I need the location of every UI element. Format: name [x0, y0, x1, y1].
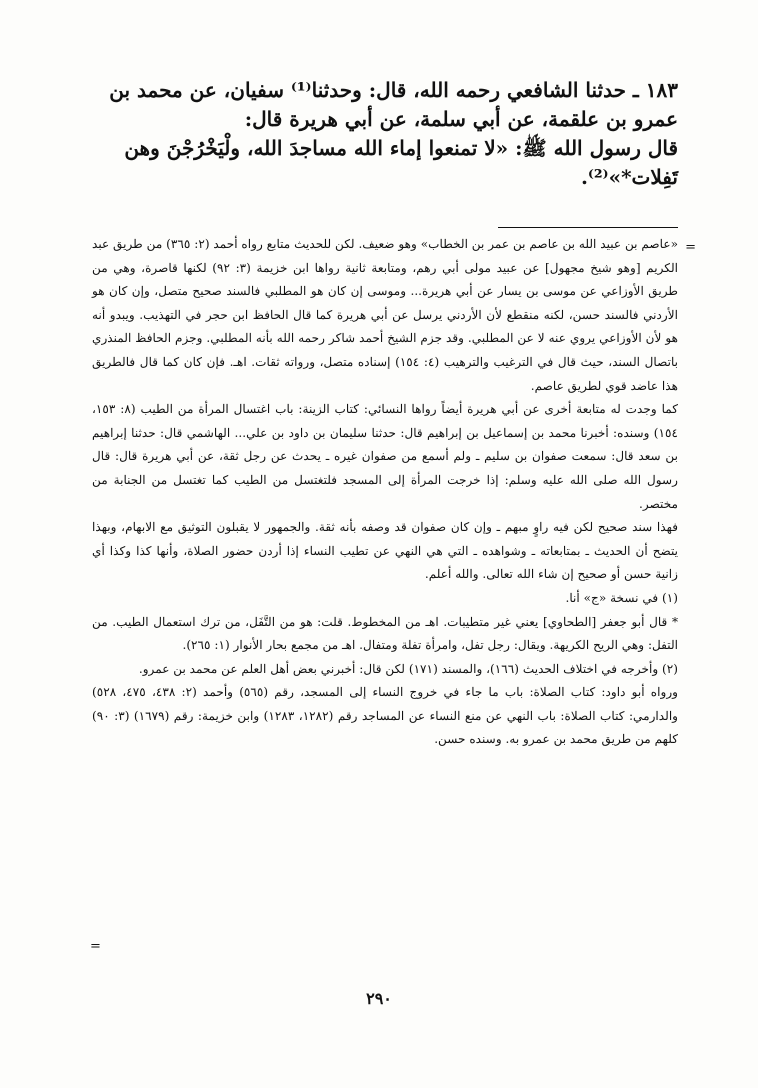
hadith-line: عمرو بن علقمة، عن أبي سلمة، عن أبي هريرة قال:: [244, 107, 678, 131]
footnote-paragraph: فهذا سند صحيح لكن فيه راوٍ مبهم ـ وإن كان صفوان قد وصفه بأنه ثقة. والجمهور لا يقبلون التوثيق مع الابهام، وبهذا يتضح أن الحديث ـ بمتابعاته ـ وشواهده ـ التي هي النهي عن تطيب النساء إذا أردن حضور الصلاة، وأنها كذا وكذا أي زانية حسن أو صحيح إن شاء الله تعالى. والله أعلم.: [92, 520, 678, 582]
hadith-text: [100, 76, 678, 192]
footnote-paragraph: «عاصم بن عبيد الله بن عاصم بن عمر بن الخطاب» وهو ضعيف. لكن للحديث متابع رواه أحمد (٢: ٣٦٥) من طريق عبد الكريم [وهو شيخ مجهول] عن عبيد مولى أبي رهم، ومتابعة ثانية رواها ابن خزيمة (٣: ٩٢) لكنها قاصرة، وهي من طريق الأوزاعي عن موسى بن يسار عن أبي هريرة... وموسى إن كان هو المطلبي فالسند صحيح متصل، وإن كان هو الأردني فالسند حسن، لكنه منقطع لأن الأردني يرسل عن أبي هريرة كما قال الحافظ ابن حجر في التهذيب. ويبدو أنه هو لأن الأوزاعي يروي عنه لا عن المطلبي. وقد جزم الشيخ أحمد شاكر رحمه الله بأنه المطلبي. وجزم الحافظ المنذري باتصال السند، حيث قال في الترغيب والترهيب (٤: ١٥٤) إسناده متصل، ورواته ثقات. اهـ. فإن كان كما قال فالطريق هذا عاضد قوي لطريق عاصم.: [92, 237, 679, 393]
footnote-separator: [498, 227, 678, 228]
hadith-line: قال رسول الله ﷺ: «لا تمنعوا إماء الله مساجدَ الله، ولْيَخْرُجْنَ وهن: [124, 136, 678, 160]
footnotes: [92, 233, 678, 752]
hadith-line: تَفِلات*»⁽²⁾.: [580, 165, 678, 189]
page-number: ٢٩٠: [366, 989, 392, 1008]
footnote-paragraph: (١) في نسخة «ج» أنا.: [565, 590, 678, 605]
footnote-paragraph: ورواه أبو داود: كتاب الصلاة: باب ما جاء في خروج النساء إلى المسجد، رقم (٥٦٥) وأحمد (٢: ٤٣٨، ٤٧٥، ٥٢٨) والدارمي: كتاب الصلاة: باب النهي عن منع النساء عن المساجد رقم (١٢٨٢، ١٢٨٣) وابن خزيمة: رقم (١٦٧٩) (٣: ٩٠) كلهم من طريق محمد بن عمرو به. وسنده حسن.: [92, 685, 679, 747]
hadith-line: ١٨٣ ـ حدثنا الشافعي رحمه الله، قال: وحدثنا⁽¹⁾ سفيان، عن محمد بن: [109, 78, 678, 102]
continuation-mark-end: =: [90, 939, 101, 954]
footnote-paragraph: (٢) وأخرجه في اختلاف الحديث (١٦٦)، والمسند (١٧١) لكن قال: أخبرني بعض أهل العلم عن محمد بن عمرو.: [138, 661, 678, 676]
continuation-mark-start: =: [685, 240, 696, 255]
footnote-paragraph: * قال أبو جعفر [الطحاوي] يعني غير متطيبات. اهـ من المخطوط. قلت: هو من التَّفَل، من ترك استعمال الطيب. من التفل: وهي الريح الكريهة. ويقال: رجل تفل، وامرأة تفلة ومتفال. اهـ من مجمع بحار الأنوار (١: ٢٦٥).: [92, 614, 678, 653]
footnote-paragraph: كما وجدت له متابعة أخرى عن أبي هريرة أيضاً رواها النسائي: كتاب الزينة: باب اغتسال المرأة من الطيب (٨: ١٥٣، ١٥٤) وسنده: أخبرنا محمد بن إسماعيل بن إبراهيم قال: حدثنا سليمان بن داود بن علي... الهاشمي قال: حدثنا إبراهيم بن سعد قال: سمعت صفوان بن سليم ـ ولم أسمع من صفوان غيره ـ يحدث عن رجل ثقة، عن أبي هريرة قال: قال رسول الله صلى الله عليه وسلم: إذا خرجت المرأة إلى المسجد فلتغتسل من الطيب كما تغتسل من الجنابة من مختصر.: [92, 402, 679, 511]
